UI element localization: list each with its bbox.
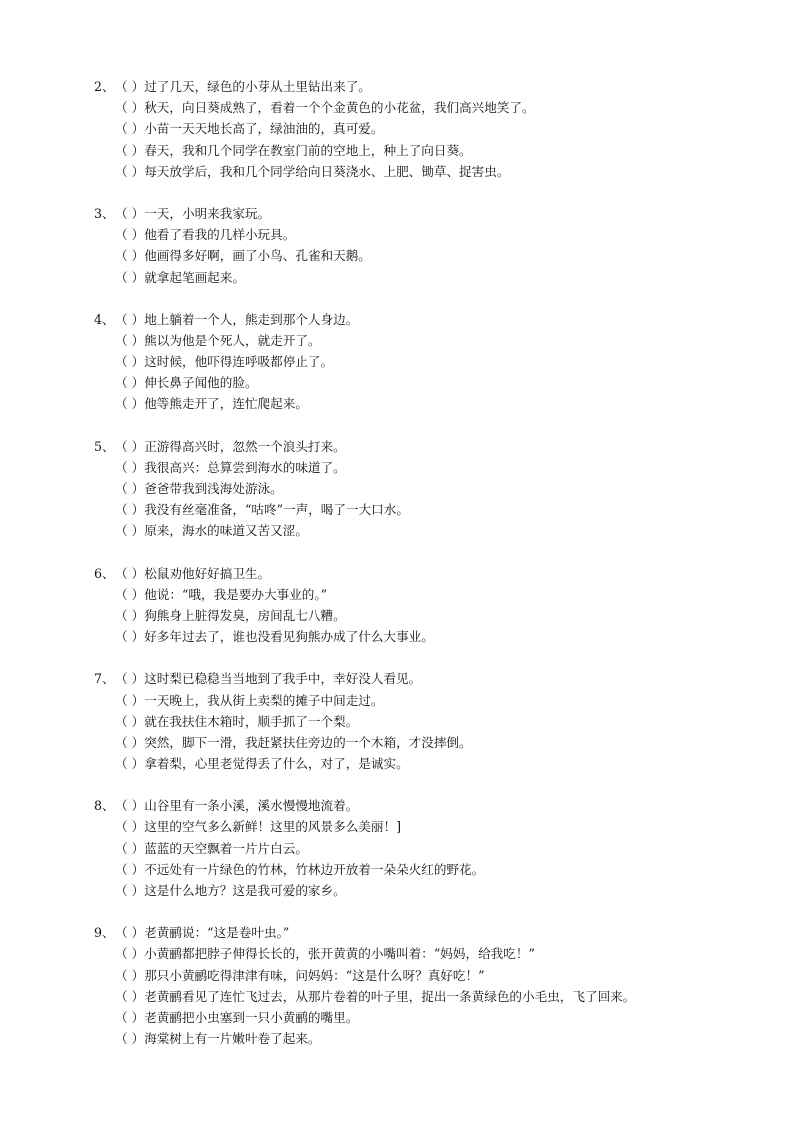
sentence-text: （ ）突然，脚下一滑，我赶紧扶住旁边的一个木箱，才没摔倒。: [115, 734, 472, 750]
sentence-text: （ ）这时候，他吓得连呼吸都停止了。: [115, 354, 334, 370]
sentence-text: （ ）这时梨已稳稳当当地到了我手中，幸好没人看见。: [115, 671, 422, 687]
question-block: [94, 76, 774, 182]
sentence-text: （ ）老黄鹂把小虫塞到一只小黄鹂的嘴里。: [115, 1009, 359, 1025]
question-number: 4、: [94, 311, 115, 327]
question-line: [94, 245, 774, 266]
question-first-line: [94, 922, 774, 943]
sentence-text: （ ）就拿起笔画起来。: [115, 269, 245, 285]
question-number: 8、: [94, 798, 115, 814]
sentence-text: （ ）一天，小明来我家玩。: [115, 205, 271, 221]
question-first-line: [94, 668, 774, 689]
question-first-line: [94, 436, 774, 457]
sentence-text: （ ）正游得高兴时，忽然一个浪头打来。: [115, 438, 346, 454]
question-line: [94, 1028, 774, 1049]
question-line: [94, 457, 774, 478]
question-block: [94, 922, 774, 1049]
sentence-text: （ ）熊以为他是个死人，就走开了。: [115, 332, 321, 348]
sentence-text: （ ）山谷里有一条小溪，溪水慢慢地流着。: [115, 798, 359, 814]
sentence-text: （ ）一天晚上，我从街上卖梨的摊子中间走过。: [115, 692, 384, 708]
question-number: 3、: [94, 205, 115, 221]
sentence-text: （ ）秋天，向日葵成熟了，看着一个个金黄色的小花盆，我们高兴地笑了。: [115, 100, 535, 116]
sentence-text: （ ）这里的空气多么新鲜！这里的风景多么美丽！]: [115, 819, 401, 835]
sentence-text: （ ）老黄鹂看见了连忙飞过去，从那片卷着的叶子里，捉出一条黄绿色的小毛虫，飞了回来。: [115, 988, 636, 1004]
sentence-text: （ ）不远处有一片绿色的竹林，竹林边开放着一朵朵火红的野花。: [115, 861, 485, 877]
question-line: [94, 140, 774, 161]
sentence-text: （ ）海棠树上有一片嫩叶卷了起来。: [115, 1031, 321, 1047]
question-block: [94, 203, 774, 288]
question-line: [94, 330, 774, 351]
question-line: [94, 372, 774, 393]
sentence-text: （ ）那只小黄鹂吃得津津有味，问妈妈：“这是什么呀？真好吃！”: [115, 967, 485, 983]
question-first-line: [94, 795, 774, 816]
sentence-text: （ ）我没有丝毫准备，“咕咚”一声，喝了一大口水。: [115, 502, 409, 518]
question-line: [94, 965, 774, 986]
question-line: [94, 943, 774, 964]
question-line: [94, 605, 774, 626]
sentence-text: （ ）地上躺着一个人，熊走到那个人身边。: [115, 311, 359, 327]
sentence-text: （ ）春天，我和几个同学在教室门前的空地上，种上了向日葵。: [115, 142, 472, 158]
sentence-text: （ ）老黄鹂说：“这是卷叶虫。”: [115, 925, 290, 941]
question-line: [94, 986, 774, 1007]
question-line: [94, 816, 774, 837]
question-first-line: [94, 203, 774, 224]
question-line: [94, 118, 774, 139]
question-number: 9、: [94, 925, 115, 941]
question-first-line: [94, 309, 774, 330]
sentence-text: （ ）每天放学后，我和几个同学给向日葵浇水、上肥、锄草、捉害虫。: [115, 163, 510, 179]
question-line: [94, 393, 774, 414]
question-line: [94, 753, 774, 774]
question-first-line: [94, 76, 774, 97]
sentence-text: （ ）他画得多好啊，画了小鸟、孔雀和天鹅。: [115, 248, 371, 264]
question-line: [94, 520, 774, 541]
question-first-line: [94, 563, 774, 584]
sentence-text: （ ）小苗一天天地长高了，绿油油的，真可爱。: [115, 121, 384, 137]
question-line: [94, 584, 774, 605]
sentence-text: （ ）他看了看我的几样小玩具。: [115, 227, 296, 243]
question-line: [94, 838, 774, 859]
sentence-text: （ ）原来，海水的味道又苦又涩。: [115, 523, 308, 539]
question-line: [94, 351, 774, 372]
question-line: [94, 626, 774, 647]
question-number: 6、: [94, 565, 115, 581]
question-line: [94, 1007, 774, 1028]
question-block: [94, 309, 774, 415]
worksheet: [94, 76, 774, 1070]
question-line: [94, 711, 774, 732]
sentence-text: （ ）好多年过去了，谁也没看见狗熊办成了什么大事业。: [115, 629, 434, 645]
question-block: [94, 668, 774, 774]
sentence-text: （ ）我很高兴：总算尝到海水的味道了。: [115, 459, 346, 475]
question-line: [94, 690, 774, 711]
question-number: 5、: [94, 438, 115, 454]
sentence-text: （ ）就在我扶住木箱时，顺手抓了一个梨。: [115, 713, 359, 729]
question-line: [94, 478, 774, 499]
question-line: [94, 97, 774, 118]
sentence-text: （ ）小黄鹂都把脖子伸得长长的，张开黄黄的小嘴叫着：“妈妈，给我吃！”: [115, 946, 535, 962]
question-block: [94, 795, 774, 901]
question-line: [94, 880, 774, 901]
question-block: [94, 436, 774, 542]
sentence-text: （ ）松鼠劝他好好搞卫生。: [115, 565, 271, 581]
sentence-text: （ ）拿着梨，心里老觉得丢了什么，对了，是诚实。: [115, 756, 409, 772]
question-line: [94, 859, 774, 880]
question-line: [94, 267, 774, 288]
sentence-text: （ ）他等熊走开了，连忙爬起来。: [115, 396, 308, 412]
sentence-text: （ ）伸长鼻子闻他的脸。: [115, 375, 258, 391]
sentence-text: （ ）这是什么地方？这是我可爱的家乡。: [115, 883, 346, 898]
question-line: [94, 224, 774, 245]
sentence-text: （ ）蓝蓝的天空飘着一片片白云。: [115, 840, 308, 856]
question-block: [94, 563, 774, 648]
question-number: 7、: [94, 671, 115, 687]
sentence-text: （ ）他说：“哦，我是要办大事业的。”: [115, 586, 328, 602]
question-line: [94, 499, 774, 520]
sentence-text: （ ）过了几天，绿色的小芽从土里钻出来了。: [115, 79, 371, 94]
sentence-text: （ ）爸爸带我到浅海处游泳。: [115, 481, 283, 496]
question-line: [94, 732, 774, 753]
sentence-text: （ ）狗熊身上脏得发臭，房间乱七八糟。: [115, 607, 346, 623]
question-line: [94, 161, 774, 182]
question-number: 2、: [94, 79, 115, 94]
